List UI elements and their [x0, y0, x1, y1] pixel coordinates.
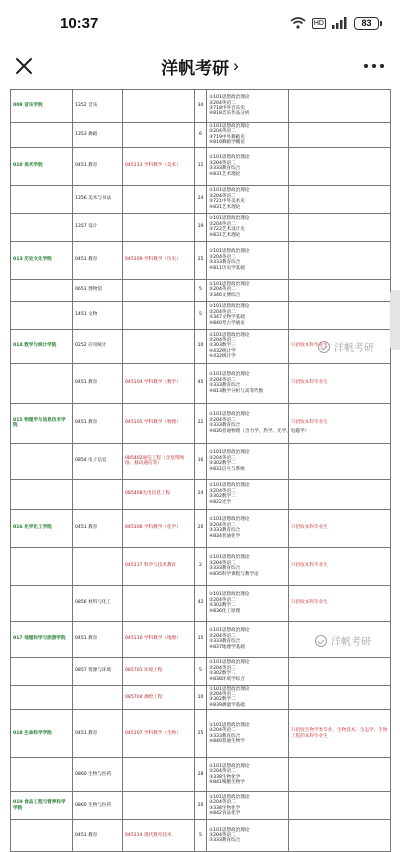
quota-cell: 5 — [195, 279, 207, 301]
table-row — [11, 403, 391, 443]
quota-cell: 25 — [195, 710, 207, 758]
subject-line: ④834普通化学 — [209, 533, 241, 539]
direction-cell — [123, 792, 195, 820]
college-cell: 018 生命科学学院 — [11, 710, 73, 758]
quota-cell: 20 — [195, 792, 207, 820]
major-cell — [73, 547, 123, 585]
subject-line: ①101思想政治理论 — [209, 282, 250, 288]
wifi-icon — [290, 17, 306, 29]
table-row — [11, 758, 391, 792]
quota-cell: 5 — [195, 820, 207, 852]
major-cell: 0860 生物与医药 — [73, 758, 123, 792]
subject-line: ③333教育综合 — [209, 383, 241, 389]
quota-cell: 42 — [195, 585, 207, 621]
document-image — [10, 89, 390, 844]
major-cell: 1356 美术与书法 — [73, 185, 123, 213]
direction-cell: 085701 环境工程 — [123, 657, 195, 685]
subject-line: ①101思想政治理论 — [209, 660, 250, 666]
watermark-text: 洋帆考研 — [331, 637, 371, 648]
subject-line: ①101思想政治理论 — [209, 95, 250, 101]
table-row — [11, 185, 391, 213]
direction-cell: 045106 学科教学（化学） — [123, 509, 195, 547]
subject-line: ②204英语二 — [209, 522, 236, 528]
direction-cell: 085704 测绘工程 — [123, 685, 195, 710]
note-cell: 只招收本科毕业生 — [289, 329, 391, 363]
subject-line: ③333教育综合 — [209, 528, 241, 534]
note-cell — [289, 443, 391, 479]
direction-cell: 045104 学科教学（数学） — [123, 363, 195, 403]
college-cell: 019 食品工程与营养科学学院 — [11, 792, 73, 820]
subject-line: ③333教育综合 — [209, 733, 241, 739]
subjects-cell — [207, 820, 289, 852]
table-row — [11, 279, 391, 301]
subject-line: ③719中外舞蹈史 — [209, 134, 245, 140]
subject-line: ②204英语二 — [209, 769, 236, 775]
admissions-table — [10, 89, 391, 852]
major-cell: 0451 教育 — [73, 710, 123, 758]
subject-line: ②204英语二 — [209, 800, 236, 806]
note-cell: 只招收本科毕业生 — [289, 585, 391, 621]
major-cell: 0857 资源与环境 — [73, 657, 123, 685]
quota-cell: 2 — [195, 547, 207, 585]
subjects-cell — [207, 279, 289, 301]
subject-line: ④818音乐作品分析 — [209, 111, 250, 117]
more-options-icon[interactable] — [364, 64, 384, 68]
direction-cell: 045110 学科教学（地理） — [123, 621, 195, 657]
college-cell — [11, 685, 73, 710]
subject-line: ③302数学二 — [209, 461, 236, 467]
subject-line: ②204英语二 — [209, 309, 236, 315]
subjects-cell — [207, 547, 289, 585]
subject-line: ③722艺术设计史 — [209, 227, 245, 233]
subject-line: ④837地理学基础 — [209, 644, 245, 650]
note-cell — [289, 479, 391, 509]
subject-line: ②204英语二 — [209, 488, 236, 494]
direction-cell — [123, 279, 195, 301]
quota-cell: 20 — [195, 509, 207, 547]
major-cell: 1353 舞蹈 — [73, 123, 123, 148]
watermark-logo-icon — [318, 341, 330, 353]
college-cell: 013 历史文化学院 — [11, 241, 73, 279]
table-row — [11, 147, 391, 185]
college-cell: 016 化学化工学院 — [11, 509, 73, 547]
college-cell: 009 音乐学院 — [11, 90, 73, 123]
subject-line: ①101思想政治理论 — [209, 124, 250, 129]
subject-line: ②204英语二 — [209, 287, 236, 293]
table-row — [11, 792, 391, 820]
quota-cell: 16 — [195, 443, 207, 479]
table-row — [11, 585, 391, 621]
subject-line: ①101思想政治理论 — [209, 249, 250, 255]
subject-line: ②204英语二 — [209, 728, 236, 734]
college-cell — [11, 479, 73, 509]
note-cell: 只招收本科毕业生 — [289, 547, 391, 585]
subject-line: ④831艺术理论 — [209, 232, 241, 238]
note-cell — [289, 90, 391, 123]
subject-line: ①101思想政治理论 — [209, 155, 250, 161]
quota-cell: 6 — [195, 123, 207, 148]
subjects-cell — [207, 585, 289, 621]
subjects-cell — [207, 185, 289, 213]
table-row — [11, 123, 391, 148]
college-cell — [11, 585, 73, 621]
quota-cell: 12 — [195, 147, 207, 185]
college-cell: 014 数学与统计学院 — [11, 329, 73, 363]
direction-cell: 045117 科学与技术教育 — [123, 547, 195, 585]
table-row — [11, 710, 391, 758]
table-row — [11, 685, 391, 710]
status-bar — [0, 0, 400, 46]
subject-line: ③333教育综合 — [209, 423, 241, 429]
subjects-cell — [207, 479, 289, 509]
subject-line: ①101思想政治理论 — [209, 555, 250, 561]
direction-cell: 045109 学科教学（历史） — [123, 241, 195, 279]
subject-line: ④432统计学 — [209, 348, 236, 354]
subject-line: ①101思想政治理论 — [209, 686, 250, 692]
subject-line: ④840考古学通论 — [209, 320, 245, 326]
side-scroll-handle[interactable] — [390, 290, 400, 350]
college-cell — [11, 443, 73, 479]
battery-level: 83 — [354, 17, 379, 30]
direction-cell — [123, 213, 195, 241]
note-cell — [289, 820, 391, 852]
subject-line: ①101思想政治理论 — [209, 722, 250, 728]
quota-cell: 28 — [195, 758, 207, 792]
quota-cell: 24 — [195, 479, 207, 509]
direction-cell: 045105 学科教学（物理） — [123, 403, 195, 443]
table-row — [11, 301, 391, 329]
college-cell — [11, 279, 73, 301]
college-cell — [11, 213, 73, 241]
subjects-cell — [207, 685, 289, 710]
subject-line: ④841细胞生物学 — [209, 780, 245, 786]
subject-line: ④839测量学基础 — [209, 702, 245, 708]
direction-cell: 045114 现代教育技术 — [123, 820, 195, 852]
subject-line: ①101思想政治理论 — [209, 412, 250, 418]
major-cell: 0451 教育 — [73, 403, 123, 443]
major-cell: 1352 音乐 — [73, 90, 123, 123]
subject-line: ②204英语二 — [209, 633, 236, 639]
subject-line: ①101思想政治理论 — [209, 827, 250, 833]
subject-line: ②204英语二 — [209, 417, 236, 423]
subject-line: ④842食品化学 — [209, 811, 241, 817]
subject-line: ③347文物学基础 — [209, 315, 245, 321]
table-row — [11, 479, 391, 509]
subjects-cell — [207, 509, 289, 547]
subject-line: ②204英语二 — [209, 665, 236, 671]
direction-cell — [123, 329, 195, 363]
battery-icon — [354, 17, 382, 30]
college-cell: 015 物理学与信息技术学院 — [11, 403, 73, 443]
note-cell — [289, 123, 391, 148]
subject-line: ③346文博综合 — [209, 292, 241, 298]
table-row — [11, 657, 391, 685]
subject-line: ③333教育综合 — [209, 566, 241, 572]
subject-line: ①101思想政治理论 — [209, 628, 250, 634]
quota-cell: 22 — [195, 403, 207, 443]
status-icons — [290, 17, 382, 30]
subject-line: ④819舞蹈学概论 — [209, 140, 245, 146]
subject-line: ③333教育综合 — [209, 838, 241, 844]
subject-line: ②204英语二 — [209, 338, 236, 344]
college-cell — [11, 657, 73, 685]
subject-line: ④831艺术理论 — [209, 204, 241, 210]
subjects-cell — [207, 123, 289, 148]
subject-line: ①101思想政治理论 — [209, 592, 250, 598]
direction-cell: 085402通信工程（含宽带网络、移动通信等） — [123, 443, 195, 479]
subject-line: ①101思想政治理论 — [209, 483, 250, 489]
subject-line: ③302数学二 — [209, 603, 236, 609]
watermark-logo-icon — [315, 635, 327, 647]
note-cell — [289, 301, 391, 329]
subject-line: ②204英语二 — [209, 833, 236, 839]
major-cell — [73, 685, 123, 710]
note-cell — [289, 147, 391, 185]
subject-line: ④830普通物理（含力学、热学、光学、电磁学） — [209, 428, 310, 434]
subject-line: ③302数学二 — [209, 697, 236, 703]
close-icon[interactable] — [12, 54, 36, 78]
quota-cell: 5 — [195, 657, 207, 685]
subjects-cell — [207, 792, 289, 820]
note-cell: 只招收本科毕业生 — [289, 509, 391, 547]
table-row — [11, 443, 391, 479]
subject-line: ④811历史学基础 — [209, 265, 245, 271]
subject-line: ②204英语二 — [209, 100, 236, 106]
nav-bar — [0, 46, 400, 86]
subject-line: ④835科学课程与教学论 — [209, 571, 259, 577]
table-row — [11, 363, 391, 403]
note-cell — [289, 792, 391, 820]
subject-line: ①101思想政治理论 — [209, 763, 250, 769]
subject-line: ①101思想政治理论 — [209, 450, 250, 456]
subject-line: ①101思想政治理论 — [209, 372, 250, 378]
subject-line: ③333教育综合 — [209, 260, 241, 266]
watermark-text: 洋帆考研 — [334, 343, 374, 354]
major-cell: 1357 设计 — [73, 213, 123, 241]
subjects-cell — [207, 363, 289, 403]
direction-cell — [123, 301, 195, 329]
subject-line: ②204英语二 — [209, 692, 236, 698]
subject-line: ②204英语二 — [209, 254, 236, 260]
major-cell — [73, 479, 123, 509]
college-cell: 017 地理科学与旅游学院 — [11, 621, 73, 657]
note-cell — [289, 758, 391, 792]
subject-line: ②204英语二 — [209, 129, 236, 135]
quota-cell: 5 — [195, 301, 207, 329]
major-cell: 0856 材料与化工 — [73, 585, 123, 621]
subject-line: ③338生物化学 — [209, 805, 241, 811]
subjects-cell — [207, 758, 289, 792]
direction-cell — [123, 123, 195, 148]
major-cell: 0451 教育 — [73, 147, 123, 185]
direction-cell — [123, 585, 195, 621]
subject-line: ①101思想政治理论 — [209, 517, 250, 523]
note-cell — [289, 213, 391, 241]
quota-cell: 10 — [195, 329, 207, 363]
subject-line: ②204英语二 — [209, 560, 236, 566]
subject-line: ④831信号与系统 — [209, 466, 245, 472]
college-cell: 010 美术学院 — [11, 147, 73, 185]
chevron-right-icon[interactable]: › — [233, 56, 239, 75]
note-cell — [289, 657, 391, 685]
subject-line: ③333教育综合 — [209, 166, 241, 172]
subjects-cell — [207, 329, 289, 363]
subject-line: ②204英语二 — [209, 160, 236, 166]
subject-line: ③338生物化学 — [209, 774, 241, 780]
note-cell — [289, 685, 391, 710]
table-row — [11, 213, 391, 241]
quota-cell: 24 — [195, 185, 207, 213]
clock: 10:37 — [60, 14, 99, 32]
subjects-cell — [207, 710, 289, 758]
direction-cell — [123, 758, 195, 792]
major-cell: 1451 文物 — [73, 301, 123, 329]
major-cell: 0854 电子信息 — [73, 443, 123, 479]
table-row — [11, 547, 391, 585]
subject-line: ④822光学 — [209, 499, 232, 505]
subject-line: ④831艺术理论 — [209, 171, 241, 177]
major-cell: 0860 生物与医药 — [73, 792, 123, 820]
quota-cell: 34 — [195, 90, 207, 123]
watermark — [315, 633, 371, 648]
subjects-cell — [207, 301, 289, 329]
subject-line: ②204英语二 — [209, 377, 236, 383]
subject-line: ④838环境学综合 — [209, 676, 245, 682]
subject-line: ①101思想政治理论 — [209, 304, 250, 310]
subject-line: ①101思想政治理论 — [209, 794, 250, 800]
subjects-cell — [207, 443, 289, 479]
subjects-cell — [207, 241, 289, 279]
note-cell — [289, 279, 391, 301]
subject-line: ②204英语二 — [209, 193, 236, 199]
subjects-cell — [207, 90, 289, 123]
direction-cell — [123, 185, 195, 213]
subject-line: ④813数学分析与高等代数 — [209, 388, 264, 394]
subject-line: ①101思想政治理论 — [209, 332, 250, 338]
table-row — [11, 820, 391, 852]
subjects-cell — [207, 621, 289, 657]
subject-line: ③302数学二 — [209, 494, 236, 500]
college-cell — [11, 123, 73, 148]
subject-line: ③333教育综合 — [209, 639, 241, 645]
table-row — [11, 509, 391, 547]
subject-line: ③721中外美术史 — [209, 199, 245, 205]
college-cell — [11, 185, 73, 213]
quota-cell: 25 — [195, 241, 207, 279]
major-cell: 0451 教育 — [73, 241, 123, 279]
subject-line: ②204英语二 — [209, 221, 236, 227]
note-cell — [289, 185, 391, 213]
quota-cell: 19 — [195, 213, 207, 241]
note-cell: 只招收本科毕业生 — [289, 363, 391, 403]
direction-cell — [123, 90, 195, 123]
direction-cell: 045107 学科教学（生物） — [123, 710, 195, 758]
subject-line: ②204英语二 — [209, 455, 236, 461]
direction-cell: 085408光电信息工程 — [123, 479, 195, 509]
page-title[interactable]: 洋帆考研 — [161, 58, 230, 78]
subject-line: ③303数学三 — [209, 343, 236, 349]
note-cell: 只招收生物学类专业、生物技术、生态学、生物工程的本科毕业生 — [289, 710, 391, 758]
subject-line: ③302数学二 — [209, 671, 236, 677]
note-cell — [289, 241, 391, 279]
quota-cell: 45 — [195, 363, 207, 403]
table-row — [11, 90, 391, 123]
subject-line: ①101思想政治理论 — [209, 188, 250, 194]
direction-cell: 045113 学科教学（美术） — [123, 147, 195, 185]
major-cell: 0252 应用统计 — [73, 329, 123, 363]
subject-line: ④432统计学 — [209, 354, 236, 360]
subject-line: ③718中外音乐史 — [209, 106, 245, 111]
hd-badge-icon: HD — [313, 19, 324, 27]
college-cell — [11, 363, 73, 403]
subject-line: ②204英语二 — [209, 597, 236, 603]
subjects-cell — [207, 657, 289, 685]
college-cell — [11, 758, 73, 792]
quota-cell: 10 — [195, 685, 207, 710]
subject-line: ④836化工原理 — [209, 608, 241, 614]
major-cell: 0451 教育 — [73, 363, 123, 403]
subject-line: ①101思想政治理论 — [209, 216, 250, 222]
watermark — [318, 339, 374, 354]
subjects-cell — [207, 213, 289, 241]
major-cell: 0451 教育 — [73, 820, 123, 852]
table-row — [11, 241, 391, 279]
college-cell — [11, 820, 73, 852]
major-cell: 0651 博物馆 — [73, 279, 123, 301]
subjects-cell — [207, 147, 289, 185]
major-cell: 0451 教育 — [73, 621, 123, 657]
subject-line: ④840普通生物学 — [209, 739, 245, 745]
signal-icon — [332, 17, 348, 29]
major-cell: 0451 教育 — [73, 509, 123, 547]
note-cell: 只招收本科毕业生 — [289, 403, 391, 443]
college-cell — [11, 301, 73, 329]
quota-cell: 15 — [195, 621, 207, 657]
college-cell — [11, 547, 73, 585]
